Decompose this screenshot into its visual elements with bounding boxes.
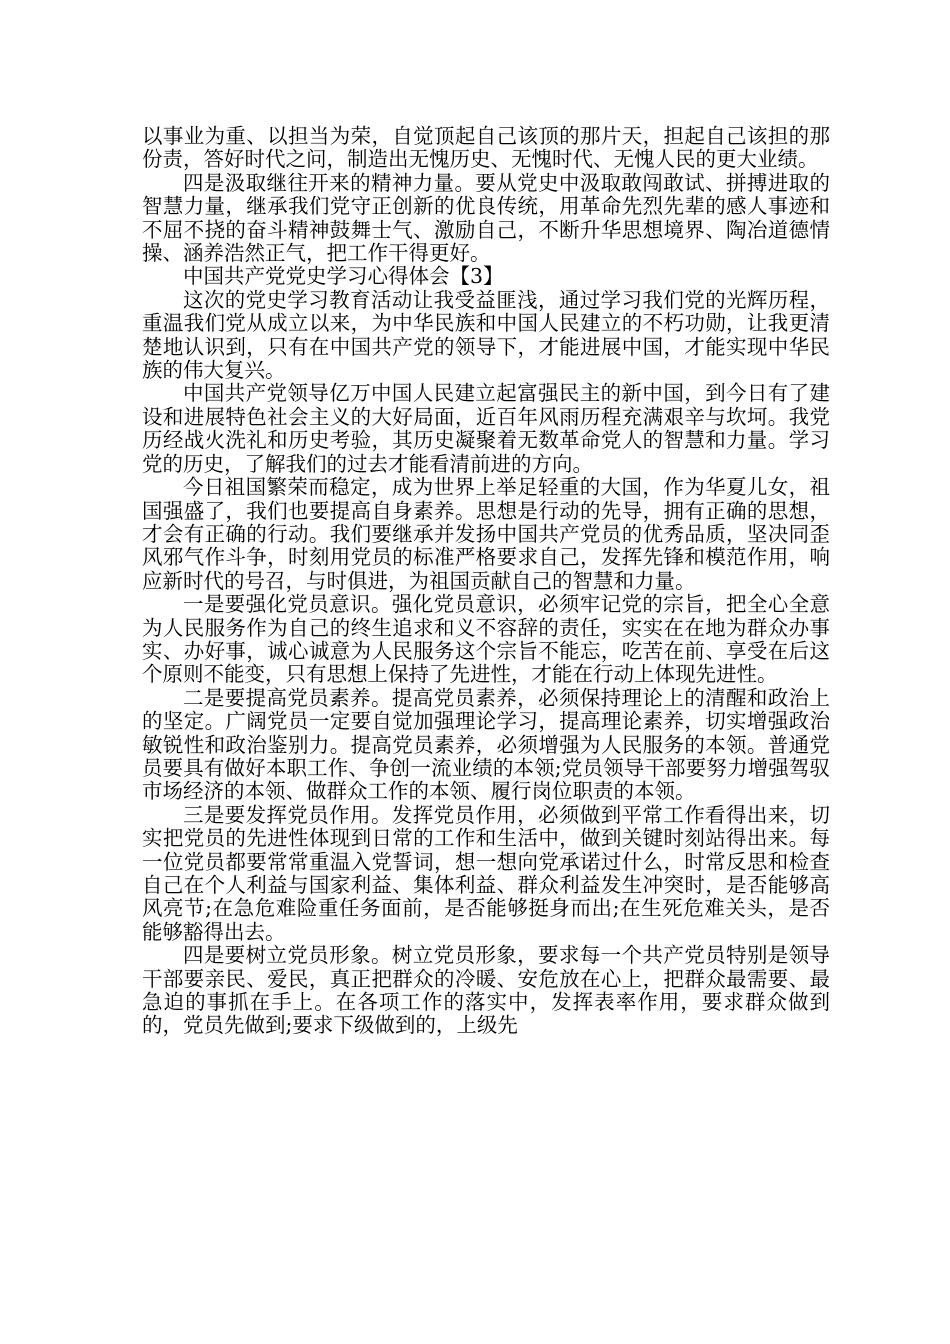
paragraph-today: 今日祖国繁荣而稳定，成为世界上举足轻重的大国，作为华夏儿女，祖国强盛了，我们也要提高自身素养。思想是行动的先导，拥有正确的思想，才会有正确的行动。我们要继承并发扬中国共产党员的优秀品质，坚决同歪风邪气作斗争，时刻用党员的标准严格要求自己，发挥先锋和模范作用，响应新时代的号召，与时俱进，为祖国贡献自己的智慧和力量。 bbox=[142, 475, 830, 593]
paragraph-point-four: 四是要树立党员形象。树立党员形象，要求每一个共产党员特别是领导干部要亲民、爱民，真正把群众的冷暖、安危放在心上，把群众最需要、最急迫的事抓在手上。在各项工作的落实中，发挥表率作用，要求群众做到的，党员先做到;要求下级做到的，上级先 bbox=[142, 943, 830, 1038]
document-body bbox=[142, 125, 830, 1038]
paragraph-continuation: 以事业为重、以担当为荣，自觉顶起自己该顶的那片天，担起自己该担的那份责，答好时代之问，制造出无愧历史、无愧时代、无愧人民的更大业绩。 bbox=[142, 124, 830, 172]
paragraph-history: 中国共产党领导亿万中国人民建立起富强民主的新中国，到今日有了建设和进展特色社会主义的大好局面，近百年风雨历程充满艰辛与坎坷。我党历经战火洗礼和历史考验，其历史凝聚着无数革命党人的智慧和力量。学习党的历史，了解我们的过去才能看清前进的方向。 bbox=[142, 381, 830, 476]
paragraph-intro: 这次的党史学习教育活动让我受益匪浅，通过学习我们党的光辉历程，重温我们党从成立以来，为中华民族和中国人民建立的不朽功勋，让我更清楚地认识到，只有在中国共产党的领导下，才能进展中国，才能实现中华民族的伟大复兴。 bbox=[142, 287, 830, 383]
section-heading: 中国共产党党史学习心得体会【3】 bbox=[183, 264, 504, 289]
paragraph-point-four-spirit: 四是汲取继往开来的精神力量。要从党史中汲取敢闯敢试、拼搏进取的智慧力量，继承我们党守正创新的优良传统，用革命先烈先辈的感人事迹和不屈不挠的奋斗精神鼓舞士气、激励自己，不断升华思想境界、陶冶道德情操、涵养浩然正气，把工作干得更好。 bbox=[142, 170, 830, 266]
paragraph-point-three: 三是要发挥党员作用。发挥党员作用，必须做到平常工作看得出来，切实把党员的先进性体现到日常的工作和生活中，做到关键时刻站得出来。每一位党员都要常常重温入党誓词，想一想向党承诺过什么，时常反思和检查自己在个人利益与国家利益、集体利益、群众利益发生冲突时，是否能够高风亮节;在急危难险重任务面前，是否能够挺身而出;在生死危难关头，是否能够豁得出去。 bbox=[142, 802, 830, 944]
paragraph-point-two: 二是要提高党员素养。提高党员素养，必须保持理论上的清醒和政治上的坚定。广阔党员一定要自觉加强理论学习，提高理论素养，切实增强政治敏锐性和政治鉴别力。提高党员素养，必须增强为人民服务的本领。普通党员要具有做好本职工作、争创一流业绩的本领;党员领导干部要努力增强驾驭市场经济的本领、做群众工作的本领、履行岗位职责的本领。 bbox=[142, 685, 830, 804]
paragraph-point-one: 一是要强化党员意识。强化党员意识，必须牢记党的宗旨，把全心全意为人民服务作为自己的终生追求和义不容辞的责任，实实在在地为群众办事实、办好事，诚心诚意为人民服务这个宗旨不能忘，吃苦在前、享受在后这个原则不能变，只有思想上保持了先进性，才能在行动上体现先进性。 bbox=[142, 592, 830, 687]
